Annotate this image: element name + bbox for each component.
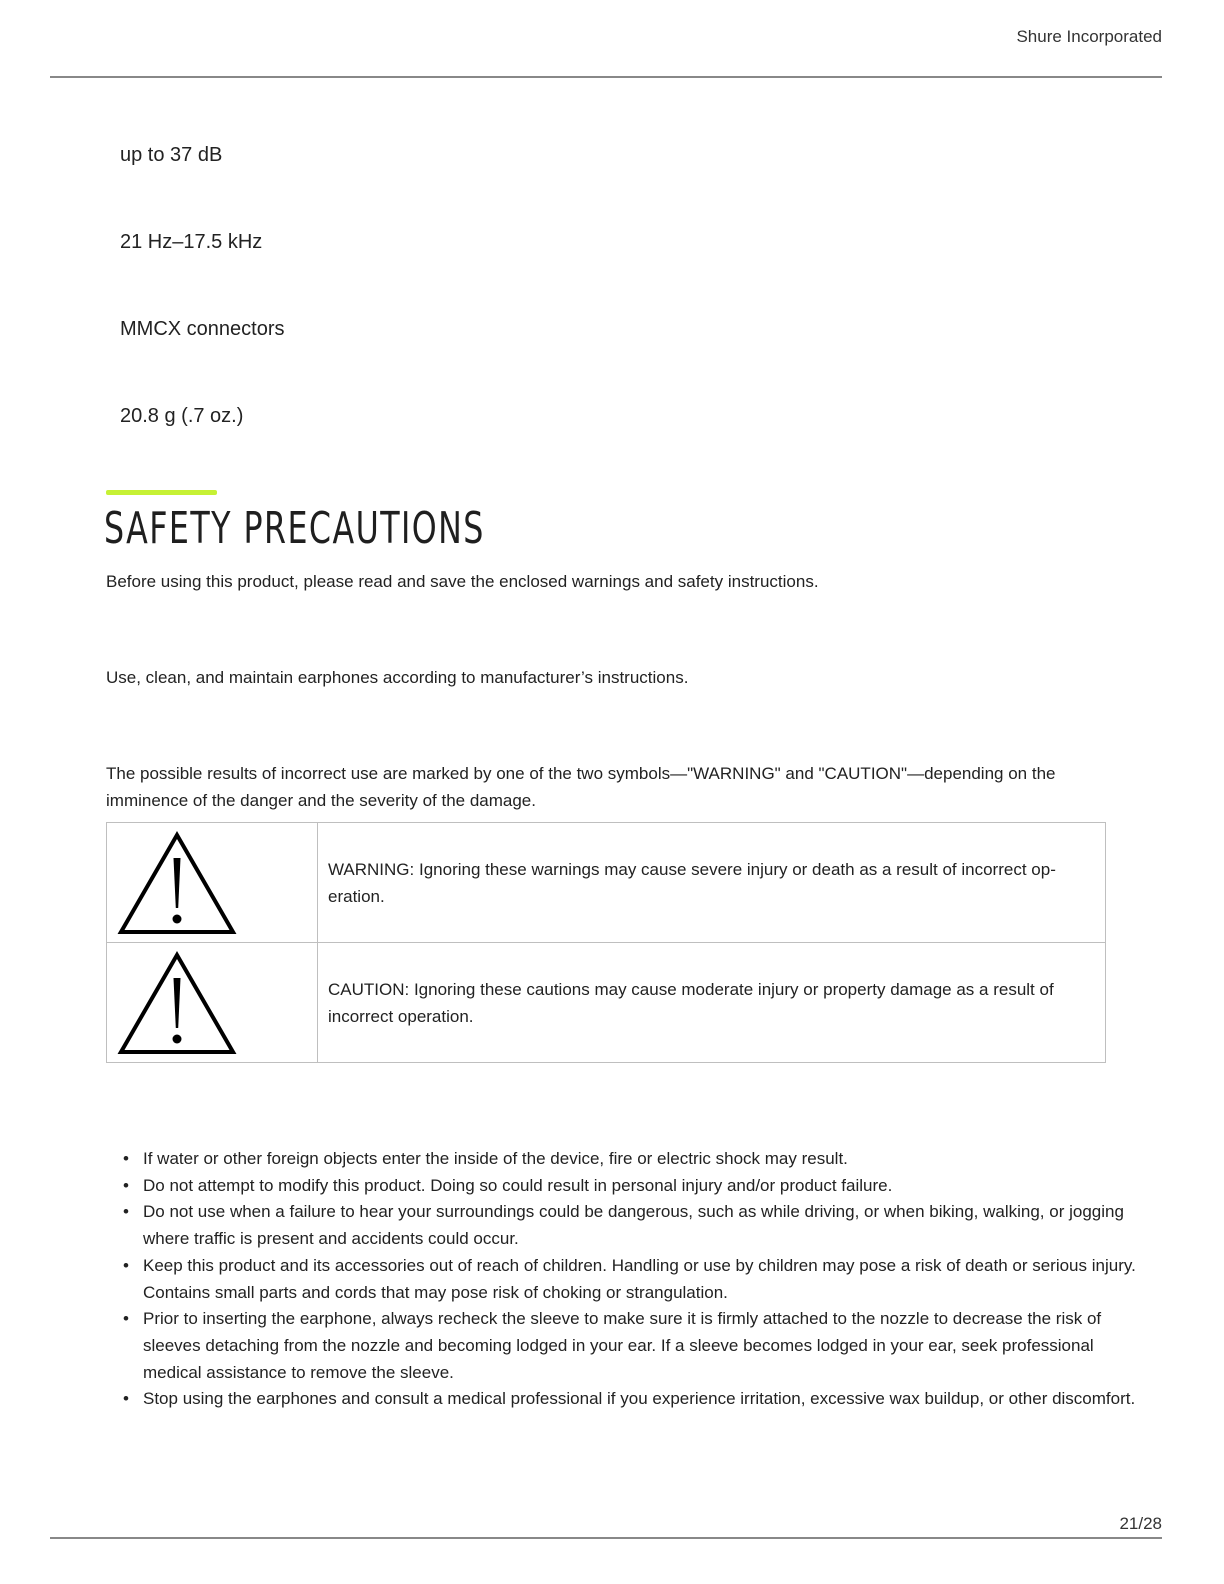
footer-divider <box>50 1537 1162 1539</box>
symbols-intro: The possible results of incorrect use are marked by one of the two symbols—"WARNING" and "CAUTION"—depending on the imminence of the danger and the severity of the damage. <box>106 764 1056 810</box>
caution-description: CAUTION: Ignoring these cautions may cause moderate injury or property damage as a result of incorrect operation. <box>318 943 1106 1063</box>
symbol-cell <box>107 823 318 943</box>
header-company-name: Shure Incorporated <box>1016 27 1162 46</box>
list-item: • Prior to inserting the earphone, always recheck the sleeve to make sure it is firmly attached to the nozzle to decrease the risk of sleeves detaching from the nozzle and becoming lodged in your ear. If a sleeve becomes lodged in your ear, seek professional medical assistance to remove the sleeve. <box>143 1306 1143 1386</box>
table-row <box>107 823 1106 943</box>
spec-noise-isolation: up to 37 dB <box>120 144 223 166</box>
symbols-table <box>106 822 1106 1063</box>
page-number: 21/28 <box>1119 1514 1162 1533</box>
list-item: • Do not attempt to modify this product. Doing so could result in personal injury and/or product failure. <box>143 1173 1143 1200</box>
list-item: • Do not use when a failure to hear your surroundings could be dangerous, such as while driving, or when biking, walking, or jogging where traffic is present and accidents could occur. <box>143 1199 1143 1252</box>
header-divider <box>50 76 1162 78</box>
section-title: SAFETY PRECAUTIONS <box>104 503 485 554</box>
spec-frequency-response: 21 Hz–17.5 kHz <box>120 231 263 253</box>
list-item: • Stop using the earphones and consult a medical professional if you experience irritation, excessive wax buildup, or other discomfort. <box>143 1386 1143 1413</box>
table-row <box>107 943 1106 1063</box>
warning-description: WARNING: Ignoring these warnings may cause severe injury or death as a result of incorrect operation. <box>318 823 1106 943</box>
section-accent-bar <box>106 490 217 495</box>
symbol-cell <box>107 943 318 1063</box>
maintenance-note: Use, clean, and maintain earphones according to manufacturer’s instructions. <box>106 668 689 687</box>
caution-triangle-icon <box>117 950 237 1056</box>
list-item: • If water or other foreign objects enter the inside of the device, fire or electric shock may result. <box>143 1146 1143 1173</box>
warnings-list <box>106 1146 1143 1413</box>
spec-weight: 20.8 g (.7 oz.) <box>120 405 244 427</box>
warning-triangle-icon <box>117 830 237 936</box>
spec-connectors: MMCX connectors <box>120 318 285 340</box>
safety-intro: Before using this product, please read and save the enclosed warnings and safety instructions. <box>106 572 819 591</box>
list-item: • Keep this product and its accessories out of reach of children. Handling or use by children may pose a risk of death or serious injury. Contains small parts and cords that may pose risk of choking or strangulation. <box>143 1253 1143 1306</box>
